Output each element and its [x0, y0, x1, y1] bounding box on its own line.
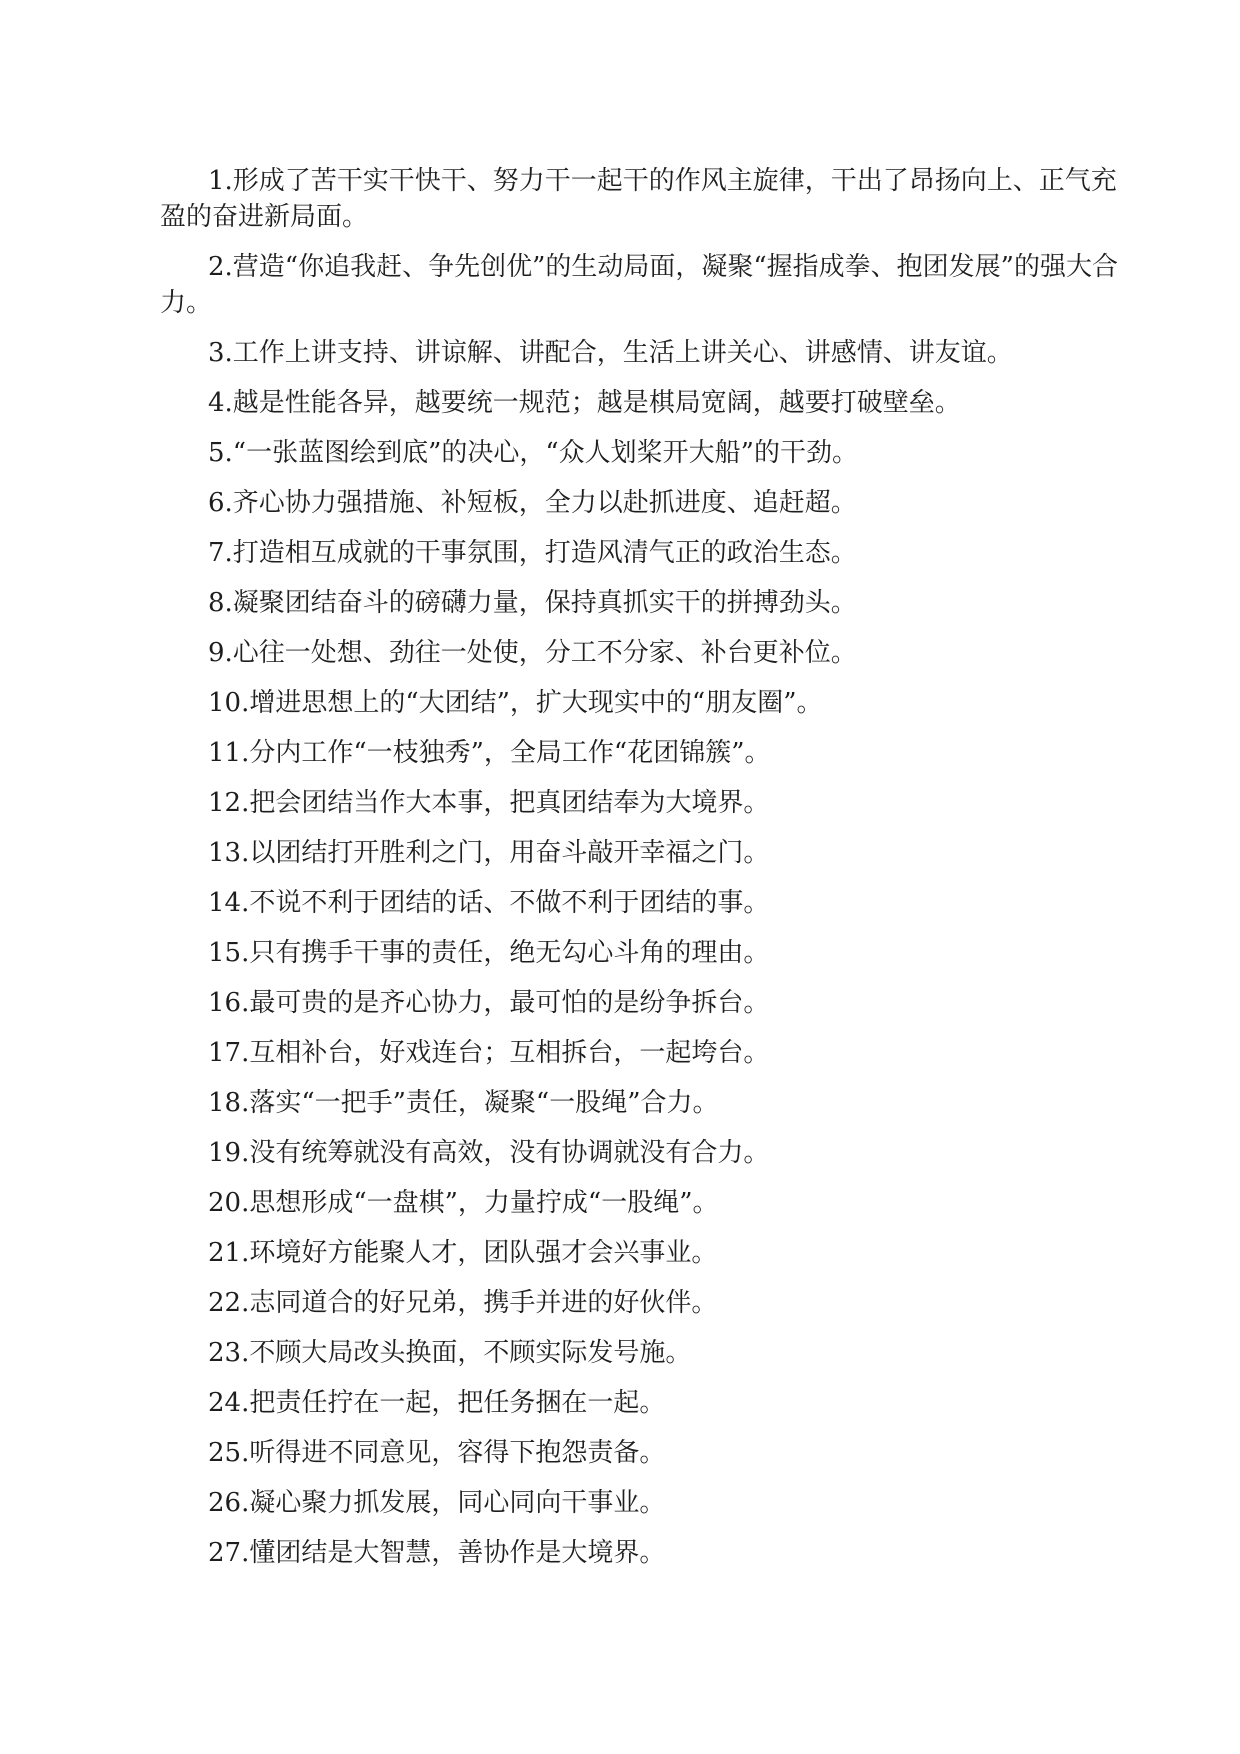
list-item: 27.懂团结是大智慧，善协作是大境界。	[208, 1538, 666, 1568]
list-item: 8.凝聚团结奋斗的磅礴力量，保持真抓实干的拼搏劲头。	[208, 588, 857, 618]
list-item: 24.把责任拧在一起，把任务捆在一起。	[208, 1388, 666, 1418]
list-item: 20.思想形成“一盘棋”，力量拧成“一股绳”。	[208, 1188, 719, 1218]
list-item: 23.不顾大局改头换面，不顾实际发号施。	[208, 1338, 692, 1368]
list-item: 19.没有统筹就没有高效，没有协调就没有合力。	[208, 1138, 770, 1168]
list-item: 6.齐心协力强措施、补短板，全力以赴抓进度、追赶超。	[208, 488, 857, 518]
list-item: 5.“一张蓝图绘到底”的决心，“众人划桨开大船”的干劲。	[208, 438, 858, 468]
list-item: 9.心往一处想、劲往一处使，分工不分家、补台更补位。	[208, 638, 857, 668]
list-item: 7.打造相互成就的干事氛围，打造风清气正的政治生态。	[208, 538, 857, 568]
list-item: 16.最可贵的是齐心协力，最可怕的是纷争拆台。	[208, 988, 770, 1018]
document-body	[160, 163, 1120, 1585]
list-item: 11.分内工作“一枝独秀”，全局工作“花团锦簇”。	[208, 738, 771, 768]
list-item: 13.以团结打开胜利之门，用奋斗敲开幸福之门。	[208, 838, 770, 868]
list-item: 18.落实“一把手”责任，凝聚“一股绳”合力。	[208, 1088, 719, 1118]
list-item: 12.把会团结当作大本事，把真团结奉为大境界。	[208, 788, 770, 818]
list-item: 15.只有携手干事的责任，绝无勾心斗角的理由。	[208, 938, 770, 968]
list-item: 1.形成了苦干实干快干、努力干一起干的作风主旋律，干出了昂扬向上、正气充盈的奋进新局面。	[160, 166, 1117, 232]
list-item: 25.听得进不同意见，容得下抱怨责备。	[208, 1438, 666, 1468]
list-item: 22.志同道合的好兄弟，携手并进的好伙伴。	[208, 1288, 718, 1318]
list-item: 4.越是性能各异，越要统一规范；越是棋局宽阔，越要打破壁垒。	[208, 388, 961, 418]
list-item: 3.工作上讲支持、讲谅解、讲配合，生活上讲关心、讲感情、讲友谊。	[208, 338, 1013, 368]
list-item: 2.营造“你追我赶、争先创优”的生动局面，凝聚“握指成拳、抱团发展”的强大合力。	[160, 252, 1118, 318]
list-item: 10.增进思想上的“大团结”，扩大现实中的“朋友圈”。	[208, 688, 823, 718]
list-item: 21.环境好方能聚人才，团队强才会兴事业。	[208, 1238, 718, 1268]
list-item: 17.互相补台，好戏连台；互相拆台，一起垮台。	[208, 1038, 770, 1068]
list-item: 26.凝心聚力抓发展，同心同向干事业。	[208, 1488, 666, 1518]
list-item: 14.不说不利于团结的话、不做不利于团结的事。	[208, 888, 770, 918]
